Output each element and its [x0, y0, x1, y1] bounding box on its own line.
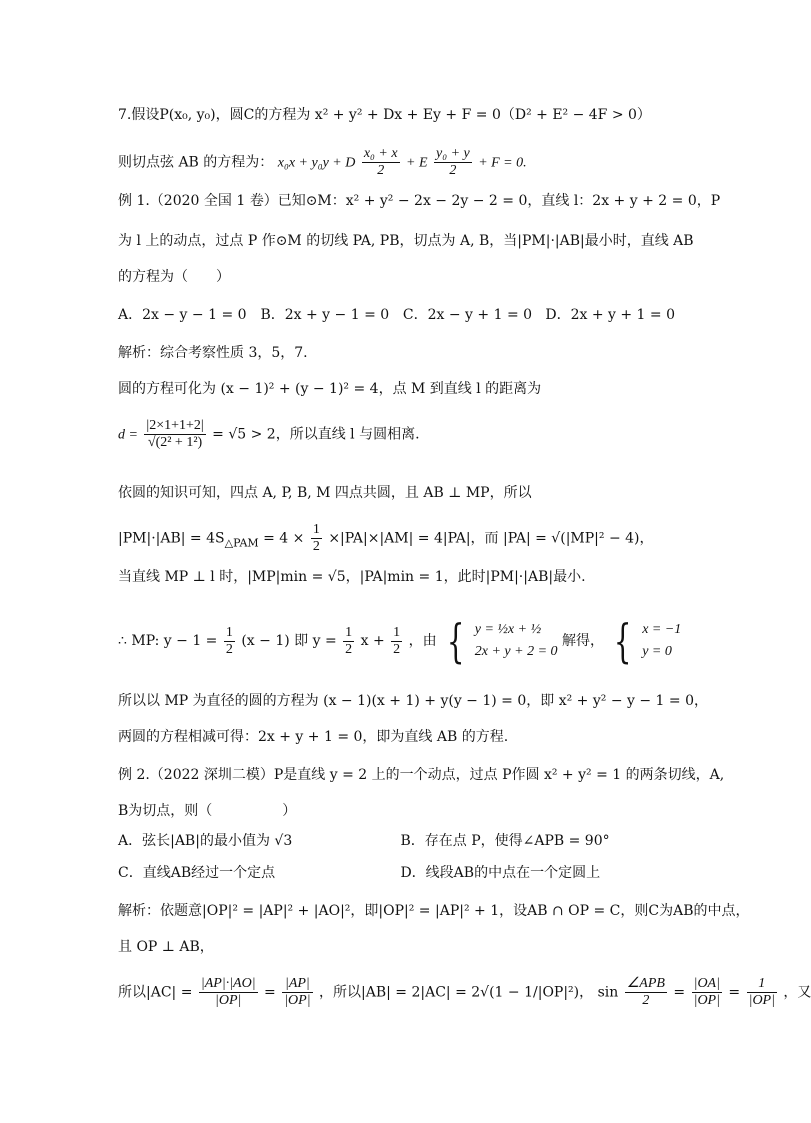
distance-prefix: d =	[118, 427, 138, 443]
line-mp-a: ∴ MP: y − 1 =	[118, 633, 218, 649]
analysis-2-line-3	[118, 976, 811, 1009]
area-relation-c: ×|PA|×|AM| = 4|PA|，而 |PA| = √(|MP|² − 4)，	[328, 530, 654, 547]
option-b-2: B．存在点 P，使得∠APB = 90°	[400, 833, 610, 849]
example-2-line-1: 例 2.（2022 深圳二模）P是直线 y = 2 上的一个动点，过点 P作圆 x² + y² = 1 的两条切线，A,	[118, 767, 725, 783]
analysis-2-line-1: 解析：依题意|OP|² = |AP|² + |AO|²，即|OP|² = |AP|² + 1，设AB ∩ OP = C，则C为AB的中点，	[118, 903, 750, 919]
option-d-2: D．线段AB的中点在一个定圆上	[400, 865, 601, 881]
area-relation-line	[118, 522, 654, 555]
diameter-circle-line: 所以以 MP 为直径的圆的方程为 (x − 1)(x + 1) + y(y − 1) = 0，即 x² + y² − y − 1 = 0，	[118, 693, 708, 709]
example-2-line-2: B为切点，则（ ）	[118, 803, 297, 819]
sin-equals-2: =	[728, 984, 741, 1001]
chord-equation-line	[118, 146, 527, 179]
ac-fraction-1: $\frac{|AP|\cdot|AO|}{|OP|}$	[200, 976, 256, 1008]
ac-prefix: 所以|AC| =	[118, 984, 193, 1001]
distance-conclusion: = √5 > 2，所以直线 l 与圆相离.	[212, 426, 420, 443]
example-1-options	[118, 306, 675, 324]
analysis-2-line-2: 且 OP ⊥ AB，	[118, 939, 214, 955]
distance-line	[118, 418, 420, 451]
line-mp-line	[118, 614, 682, 668]
system-brace-left: {	[446, 614, 465, 668]
also-word: ，又	[783, 984, 811, 1001]
solution-system: x = −1 y = 0	[642, 622, 682, 659]
distance-fraction: $\frac{|2\times 1+1+2|}{\text{√(2² + 1²)}}$	[146, 418, 204, 450]
ac-equals: =	[264, 984, 276, 1001]
chord-fraction-1: $\frac{\text{x₀ + x}}{2}$	[363, 146, 398, 178]
line-mp-fraction-2: $\frac{1}{2}$	[345, 624, 353, 657]
line-mp-d: ，由	[408, 633, 437, 649]
example-2-options-row-2	[118, 864, 600, 882]
option-c: C．2x − y + 1 = 0	[402, 307, 533, 323]
line-mp-fraction-1: $\frac{1}{2}$	[225, 624, 233, 657]
example-1-line-3: 的方程为（ ）	[118, 269, 230, 285]
oa-op-fraction: $\frac{|OA|}{|OP|}$	[693, 976, 720, 1008]
sin-label: sin	[597, 984, 619, 1001]
equation-system: y = ½x + ½ 2x + y + 2 = 0	[474, 622, 558, 659]
ac-fraction-2: $\frac{|AP|}{|OP|}$	[284, 976, 311, 1008]
line-mp-e: 解得，	[562, 633, 604, 649]
chord-equation-part-c: + F = 0.	[478, 155, 527, 171]
option-b: B．2x + y − 1 = 0	[260, 307, 390, 323]
option-d: D．2x + y + 1 = 0	[545, 307, 676, 323]
ab-length: ，所以|AB| = 2|AC| = 2√(1 − 1/|OP|²)，	[319, 984, 594, 1001]
chord-equation-part-a: x₀x + y₀y + D	[277, 155, 356, 171]
subtract-circles-line: 两圆的方程相减可得：2x + y + 1 = 0，即为直线 AB 的方程.	[118, 729, 509, 745]
example-2-options-row-1	[118, 832, 610, 850]
minimum-line: 当直线 MP ⊥ l 时，|MP|min = √5，|PA|min = 1，此时|PM|·|AB|最小.	[118, 569, 586, 585]
solution-brace-left: {	[614, 614, 632, 668]
one-over-op-fraction: $\frac{1}{|OP|}$	[748, 976, 775, 1008]
chord-equation-prefix: 则切点弦 AB 的方程为：	[118, 154, 274, 171]
area-relation-b: = 4 ×	[263, 530, 305, 547]
example-1-line-2: 为 l 上的动点，过点 P 作⊙M 的切线 PA, PB，切点为 A, B，当|PM|·|AB|最小时，直线 AB	[118, 233, 694, 249]
line-mp-b: (x − 1) 即 y =	[241, 633, 337, 649]
half-fraction: $\frac{1}{2}$	[312, 522, 320, 554]
option-a-2: A．弦长|AB|的最小值为 √3	[118, 833, 293, 849]
line-mp-c: x +	[360, 633, 385, 649]
concyclic-line: 依圆的知识可知，四点 A, P, B, M 四点共圆，且 AB ⊥ MP，所以	[118, 485, 532, 501]
chord-fraction-2: $\frac{\text{y₀ + y}}{2}$	[435, 146, 470, 178]
line-mp-fraction-3: $\frac{1}{2}$	[393, 624, 401, 657]
chord-equation-part-b: + E	[406, 155, 428, 171]
analysis-1-circle: 圆的方程可化为 (x − 1)² + (y − 1)² = 4，点 M 到直线 l 的距离为	[118, 381, 542, 397]
option-c-2: C．直线AB经过一个定点	[118, 865, 276, 881]
area-relation-sub: △PAM	[224, 536, 259, 550]
sin-equals-1: =	[673, 984, 686, 1001]
option-a: A．2x − y − 1 = 0	[118, 307, 247, 323]
example-1-line-1: 例 1.（2020 全国 1 卷）已知⊙M：x² + y² − 2x − 2y − 2 = 0，直线 l：2x + y + 2 = 0，P	[118, 193, 721, 209]
analysis-1-intro: 解析：综合考察性质 3，5，7.	[118, 345, 308, 361]
area-relation-a: |PM|·|AB| = 4S	[118, 530, 225, 547]
property-7-line: 7.假设P(x₀, y₀)，圆C的方程为 x² + y² + Dx + Ey + F = 0（D² + E² − 4F > 0）	[118, 107, 651, 123]
angle-fraction: $\frac{\text{∠APB}}{2}$	[626, 976, 665, 1008]
